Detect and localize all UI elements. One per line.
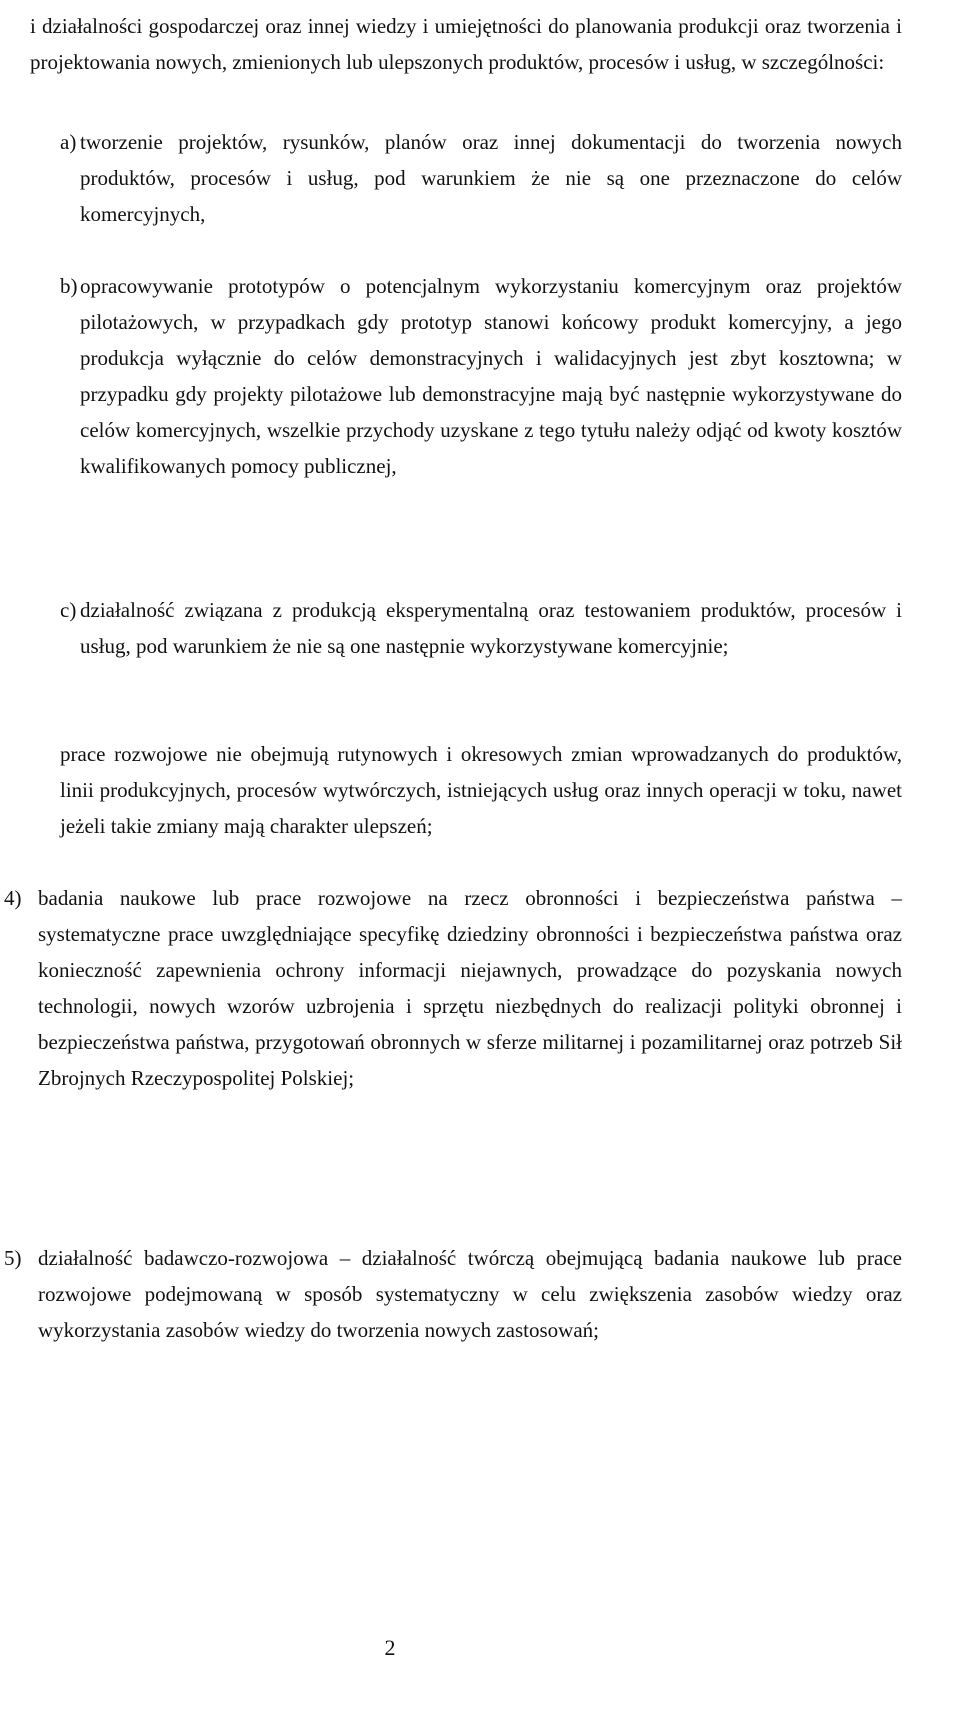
closing-paragraph: prace rozwojowe nie obejmują rutynowych i okresowych zmian wprowadzanych do produktów, linii produkcyjnych, procesów wytwórczych, istniejących usług oraz innych operacji w toku, nawet jeżeli takie zmiany mają charakter ulepszeń;: [60, 742, 902, 838]
item-number: 4): [4, 886, 22, 910]
item-text: badania naukowe lub prace rozwojowe na rzecz obronności i bezpieczeństwa państwa – systematyczne prace uwzględniające specyfikę dziedziny obronności i bezpieczeństwa państwa oraz konieczność zapewnienia ochrony informacji niejawnych, prowadzące do pozyskania nowych technologii, nowych wzorów uzbrojenia i sprzętu niezbędnych do realizacji polityki obronnej i bezpieczeństwa państwa, przygotowań obronnych w sferze militarnej i pozamilitarnej oraz potrzeb Sił Zbrojnych Rzeczypospolitej Polskiej;: [38, 886, 902, 1090]
sub-item-c: [60, 592, 902, 664]
page-number: 2: [384, 1635, 396, 1660]
item-number: 5): [4, 1246, 22, 1270]
sub-item-text: opracowywanie prototypów o potencjalnym wykorzystaniu komercyjnym oraz projektów pilotażowych, w przypadkach gdy prototyp stanowi końcowy produkt komercyjny, a jego produkcja wyłącznie do celów demonstracyjnych i walidacyjnych jest zbyt kosztowna; w przypadku gdy projekty pilotażowe lub demonstracyjne mają być następnie wykorzystywane do celów komercyjnych, wszelkie przychody uzyskane z tego tytułu należy odjąć od kwoty kosztów kwalifikowanych pomocy publicznej,: [80, 274, 902, 478]
sub-item-marker: b): [60, 274, 78, 298]
intro-paragraph: i działalności gospodarczej oraz innej wiedzy i umiejętności do planowania produkcji oraz tworzenia i projektowania nowych, zmienionych lub ulepszonych produktów, procesów i usług, w szczególności:: [30, 14, 902, 74]
numbered-item-5: [0, 1240, 902, 1348]
numbered-item-4: [0, 880, 902, 1096]
sub-item-marker: c): [60, 598, 77, 622]
sub-item-text: działalność związana z produkcją eksperymentalną oraz testowaniem produktów, procesów i usług, pod warunkiem że nie są one następnie wykorzystywane komercyjnie;: [80, 598, 902, 658]
sub-item-marker: a): [60, 130, 77, 154]
sub-item-text: tworzenie projektów, rysunków, planów oraz innej dokumentacji do tworzenia nowych produktów, procesów i usług, pod warunkiem że nie są one przeznaczone do celów komercyjnych,: [80, 130, 902, 226]
sub-item-a: [60, 124, 902, 232]
item-text: działalność badawczo-rozwojowa – działalność twórczą obejmującą badania naukowe lub prace rozwojowe podejmowaną w sposób systematyczny w celu zwiększenia zasobów wiedzy oraz wykorzystania zasobów wiedzy do tworzenia nowych zastosowań;: [38, 1246, 902, 1342]
sub-item-b: [60, 268, 902, 484]
